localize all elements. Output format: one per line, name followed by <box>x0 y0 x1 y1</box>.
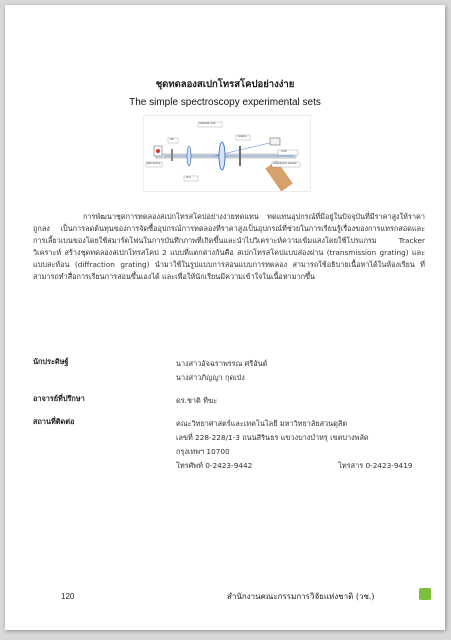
spectroscope-diagram <box>143 115 311 192</box>
researcher-name: นางสาวอัจฉราพรรณ ศรีอันต์ <box>176 359 268 368</box>
label-smartphone-camera: Smartphone camera <box>273 162 297 165</box>
title-english: The simple spectroscopy experimental sets <box>129 97 321 108</box>
label-slit: Slit <box>170 138 174 141</box>
footer-organization: สำนักงานคณะกรรมการวิจัยแห่งชาติ (วช.) <box>227 592 375 601</box>
title-thai: ชุดทดลองสเปกโทรสโคปอย่างง่าย <box>155 79 295 90</box>
light-source-bulb <box>156 149 160 153</box>
contact-line: คณะวิทยาศาสตร์และเทคโนโลยี มหาวิทยาลัยสวนดุสิต <box>176 419 348 428</box>
ccd-detector <box>270 138 280 145</box>
label-light-source: light source <box>147 162 161 165</box>
slit <box>171 149 173 161</box>
contact-label: สถานที่ติดต่อ <box>33 417 75 426</box>
researchers-label: นักประดิษฐ์ <box>33 357 69 366</box>
contact-phone: โทรศัพท์ 0-2423-9442 <box>176 461 253 470</box>
contact-line: เลขที่ 228-228/1-3 ถนนสิรินธร แขวงบางบำหรุ เขตบางพลัด <box>176 433 369 442</box>
advisor-name: ดร.ชาติ ทีฆะ <box>176 396 218 405</box>
label-ccd: CCD <box>281 150 287 153</box>
contact-phone-row <box>176 459 436 473</box>
label-collimator-lens: collimator lens <box>199 122 216 125</box>
collimator-lens <box>219 142 225 170</box>
nrct-logo-icon <box>419 588 431 600</box>
page-number: 120 <box>61 592 75 601</box>
diagram-svg <box>144 116 310 191</box>
grating <box>239 146 241 166</box>
label-lens: lens <box>186 176 191 179</box>
body-paragraph: การพัฒนาชุดการทดลองสเปกโทรสโคปอย่างง่ายทดแทน ทดแทนอุปกรณ์ที่มีอยู่ในปัจจุบันที่มีราคาสูงให้ราคาถูกลง เป็นการลดต้นทุนของการจัดซื้ออุปกรณ์การทดลองที่ราคาสูงเป็นอุปกรณ์ที่ช่วยในการเรียนรู้เรื่องของการแทรกสอดและการเลี้ยวเบนของโดยใช้สมาร์ตโฟนในการบันทึกภาพที่เกิดขึ้นและนำไปวิเคราะห์ความเข้มแสงโดยใช้โปรแกรม Tracker วิเคราะห์ สร้างชุดทดลองสเปกโทรสโคป 2 แบบที่แตกต่างกันคือ สเปกโทรสโคปแบบส่องผ่าน (transmission grating) และแบบสะท้อน (diffraction grating) นำมาใช้ในรูปแบบการสอนแบบการทดลอง สามารถใช้อธิบายเนื้อหาได้ในห้องเรียน ที่สามารถทำสื่อการเรียนการสอนขึ้นเองได้ และเพื่อให้นักเรียนมีความเข้าใจในเนื้อหามากขึ้น <box>33 212 425 282</box>
label-grating: Grating <box>238 135 247 138</box>
researcher-name: นางสาวภิญญา กุดเป่ง <box>176 373 245 382</box>
document-page <box>5 5 445 630</box>
lens <box>187 146 191 166</box>
advisor-label: อาจารย์ที่ปรึกษา <box>33 394 85 403</box>
contact-line: กรุงเทพฯ 10700 <box>176 447 230 456</box>
contact-fax: โทรสาร 0-2423-9419 <box>338 461 413 470</box>
